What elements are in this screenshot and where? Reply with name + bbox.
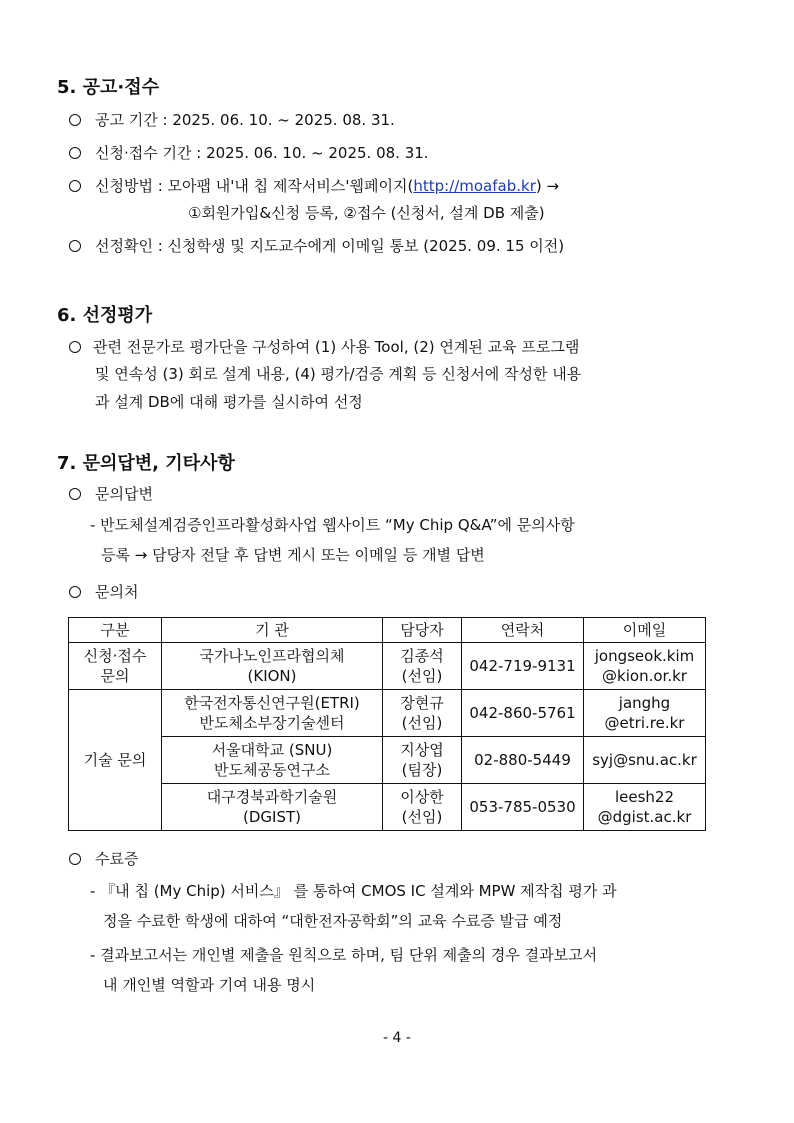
table-row: [69, 690, 706, 737]
application-method-steps: ①회원가입&신청 등록, ②접수 (신청서, 설계 DB 제출): [188, 204, 545, 222]
evaluation-line-2: 및 연속성 (3) 회로 설계 내용, (4) 평가/검증 계획 등 신청서에 작성한 내용: [95, 365, 582, 383]
email-cell[interactable]: leesh22 @dgist.ac.kr: [584, 784, 706, 831]
application-method: [95, 176, 559, 196]
phone-cell: 02-880-5449: [462, 737, 584, 784]
qa-label: 문의답변: [95, 485, 153, 503]
moafab-link[interactable]: http://moafab.kr: [413, 177, 536, 195]
person-cell: 장현규 (선임): [383, 690, 462, 737]
section-7-heading: 7. 문의답변, 기타사항: [57, 453, 235, 474]
phone-cell: 042-719-9131: [462, 643, 584, 690]
header-organization: 기 관: [162, 618, 383, 643]
certificate-line-3: - 결과보고서는 개인별 제출을 원칙으로 하며, 팀 단위 제출의 경우 결과보고서: [90, 946, 598, 964]
circle-bullet-icon: [69, 147, 81, 159]
email-cell[interactable]: syj@snu.ac.kr: [584, 737, 706, 784]
application-method-prefix: 신청방법 : 모아팹 내'내 칩 제작서비스'웹페이지(: [95, 177, 414, 195]
contact-label: 문의처: [95, 583, 139, 601]
selection-confirmation: 선정확인 : 신청학생 및 지도교수에게 이메일 통보 (2025. 09. 15 이전): [95, 237, 565, 255]
circle-bullet-icon: [69, 488, 81, 500]
table-row: [69, 784, 706, 831]
evaluation-line-1: 관련 전문가로 평가단을 구성하여 (1) 사용 Tool, (2) 연계된 교육 프로그램: [93, 338, 580, 356]
organization-cell: 서울대학교 (SNU) 반도체공동연구소: [162, 737, 383, 784]
person-cell: 지상엽 (팀장): [383, 737, 462, 784]
contact-table: [68, 617, 706, 831]
notice-period: 공고 기간 : 2025. 06. 10. ~ 2025. 08. 31.: [95, 111, 395, 129]
table-header-row: [69, 618, 706, 643]
header-email: 이메일: [584, 618, 706, 643]
certificate-line-4: 내 개인별 역할과 기여 내용 명시: [103, 976, 316, 994]
section-6-heading: 6. 선정평가: [57, 305, 153, 326]
phone-cell: 042-860-5761: [462, 690, 584, 737]
email-cell[interactable]: janghg @etri.re.kr: [584, 690, 706, 737]
page-number: - 4 -: [383, 1030, 411, 1046]
category-cell: 신청·접수 문의: [69, 643, 162, 690]
section-5-heading: 5. 공고·접수: [57, 77, 160, 98]
person-cell: 김종석 (선임): [383, 643, 462, 690]
evaluation-line-3: 과 설계 DB에 대해 평가를 실시하여 선정: [95, 393, 363, 411]
circle-bullet-icon: [69, 853, 81, 865]
circle-bullet-icon: [69, 240, 81, 252]
certificate-line-2: 정을 수료한 학생에 대하여 “대한전자공학회”의 교육 수료증 발급 예정: [103, 912, 563, 930]
circle-bullet-icon: [69, 114, 81, 126]
header-category: 구분: [69, 618, 162, 643]
category-cell-tech: 기술 문의: [69, 690, 162, 831]
person-cell: 이상한 (선임): [383, 784, 462, 831]
organization-cell: 대구경북과학기술원 (DGIST): [162, 784, 383, 831]
application-method-suffix: ) →: [535, 177, 560, 195]
circle-bullet-icon: [69, 341, 81, 353]
organization-cell: 국가나노인프라협의체 (KION): [162, 643, 383, 690]
circle-bullet-icon: [69, 586, 81, 598]
organization-cell: 한국전자통신연구원(ETRI) 반도체소부장기술센터: [162, 690, 383, 737]
header-person: 담당자: [383, 618, 462, 643]
phone-cell: 053-785-0530: [462, 784, 584, 831]
table-row: [69, 643, 706, 690]
table-row: [69, 737, 706, 784]
circle-bullet-icon: [69, 180, 81, 192]
email-cell[interactable]: jongseok.kim @kion.or.kr: [584, 643, 706, 690]
qa-line-1: - 반도체설계검증인프라활성화사업 웹사이트 “My Chip Q&A”에 문의사항: [90, 516, 575, 534]
certificate-label: 수료증: [95, 850, 139, 868]
qa-line-2: 등록 → 담당자 전달 후 답변 게시 또는 이메일 등 개별 답변: [101, 546, 485, 564]
application-period: 신청·접수 기간 : 2025. 06. 10. ~ 2025. 08. 31.: [95, 144, 429, 162]
certificate-line-1: - 『내 칩 (My Chip) 서비스』 를 통하여 CMOS IC 설계와 MPW 제작칩 평가 과: [90, 882, 617, 900]
header-phone: 연락처: [462, 618, 584, 643]
